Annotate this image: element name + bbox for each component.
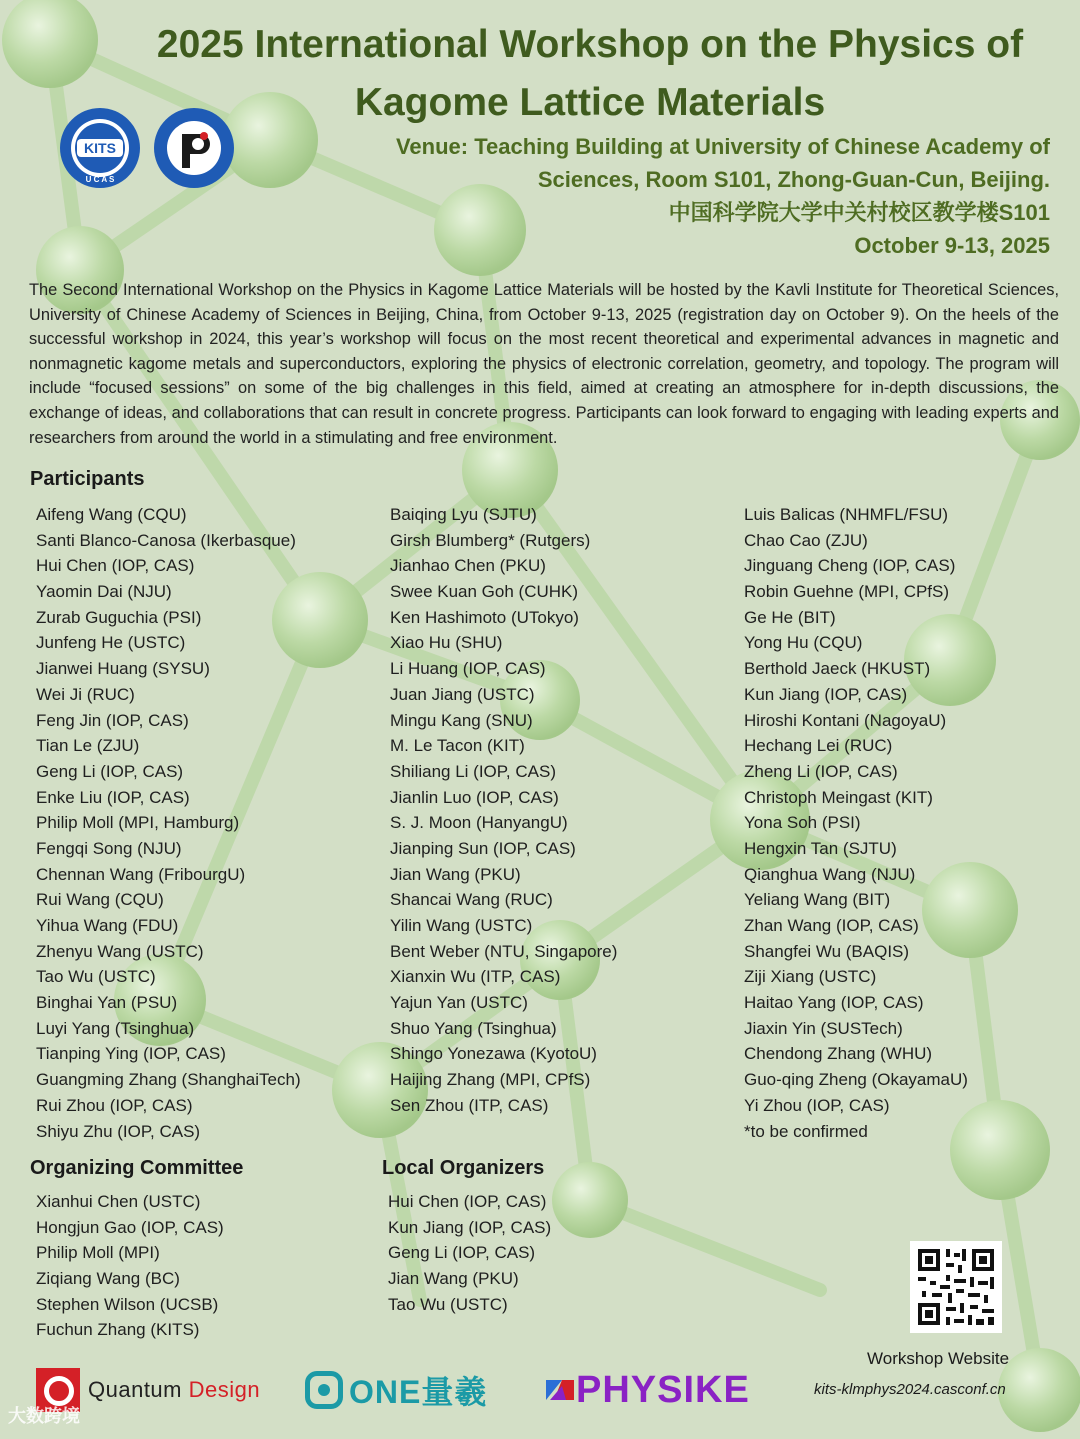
list-item: Jinguang Cheng (IOP, CAS) bbox=[744, 556, 956, 576]
list-item: Santi Blanco-Canosa (Ikerbasque) bbox=[36, 530, 296, 550]
list-item: Shiliang Li (IOP, CAS) bbox=[390, 761, 556, 781]
participants-heading: Participants bbox=[30, 468, 145, 490]
physike-logo bbox=[546, 1368, 750, 1412]
list-item: Zhan Wang (IOP, CAS) bbox=[744, 916, 919, 935]
list-item: Li Huang (IOP, CAS) bbox=[390, 659, 546, 679]
list-item: Binghai Yan (PSU) bbox=[36, 993, 178, 1013]
participants-column-2 bbox=[390, 502, 617, 1119]
title-line-1: 2025 International Workshop on the Physics of bbox=[156, 23, 1024, 66]
list-item: Mingu Kang (SNU) bbox=[390, 710, 533, 730]
list-item: Shancai Wang (RUC) bbox=[390, 890, 553, 910]
list-item: Qianghua Wang (NJU) bbox=[744, 864, 916, 884]
list-item: Yaomin Dai (NJU) bbox=[36, 582, 172, 602]
list-item: Berthold Jaeck (HKUST) bbox=[744, 659, 931, 679]
kits-logo bbox=[58, 106, 142, 190]
list-item: Christoph Meingast (KIT) bbox=[744, 787, 933, 807]
list-item: Hui Chen (IOP, CAS) bbox=[388, 1192, 547, 1211]
list-item: Aifeng Wang (CQU) bbox=[36, 505, 187, 524]
list-item: Shingo Yonezawa (KyotoU) bbox=[390, 1044, 597, 1064]
list-item: Robin Guehne (MPI, CPfS) bbox=[744, 582, 950, 602]
list-item: Fuchun Zhang (KITS) bbox=[36, 1320, 200, 1340]
list-item: Feng Jin (IOP, CAS) bbox=[36, 710, 189, 730]
list-item: Jian Wang (PKU) bbox=[390, 864, 521, 884]
list-item: S. J. Moon (HanyangU) bbox=[390, 813, 568, 833]
list-item: Tianping Ying (IOP, CAS) bbox=[36, 1044, 226, 1064]
list-item: Chendong Zhang (WHU) bbox=[744, 1044, 933, 1064]
list-item: Hongjun Gao (IOP, CAS) bbox=[36, 1217, 224, 1237]
list-item: Geng Li (IOP, CAS) bbox=[388, 1243, 536, 1263]
list-item: Haijing Zhang (MPI, CPfS) bbox=[390, 1070, 591, 1090]
list-item: Jianhao Chen (PKU) bbox=[390, 556, 546, 576]
list-item: Luyi Yang (Tsinghua) bbox=[36, 1018, 195, 1038]
list-item: Girsh Blumberg* (Rutgers) bbox=[390, 530, 591, 550]
list-item: Geng Li (IOP, CAS) bbox=[36, 761, 184, 781]
list-item: Philip Moll (MPI, Hamburg) bbox=[36, 813, 240, 833]
list-item: Xianxin Wu (ITP, CAS) bbox=[390, 967, 561, 987]
physike-wordmark: PHYSIKE bbox=[576, 1368, 750, 1411]
participants-column-3 bbox=[744, 502, 968, 1144]
venue-line-1: Venue: Teaching Building at University of Chinese Academy of bbox=[395, 134, 1050, 159]
one-logo bbox=[305, 1368, 487, 1412]
list-item: Jiaxin Yin (SUSTech) bbox=[744, 1018, 903, 1038]
list-item: Hengxin Tan (SJTU) bbox=[744, 838, 897, 858]
local-organizers-heading: Local Organizers bbox=[382, 1157, 545, 1179]
list-item: Tao Wu (USTC) bbox=[388, 1294, 508, 1314]
participants-column-1 bbox=[36, 502, 301, 1144]
list-item: Yona Soh (PSI) bbox=[744, 813, 861, 833]
list-item: Yi Zhou (IOP, CAS) bbox=[744, 1095, 890, 1115]
list-item: Chennan Wang (FribourgU) bbox=[36, 864, 246, 884]
list-item: Guangming Zhang (ShanghaiTech) bbox=[36, 1070, 301, 1090]
workshop-dates: October 9-13, 2025 bbox=[854, 233, 1050, 258]
list-item: Stephen Wilson (UCSB) bbox=[36, 1294, 219, 1314]
list-item: Shangfei Wu (BAQIS) bbox=[744, 941, 910, 961]
svg-text:U C A S: U C A S bbox=[85, 175, 115, 184]
list-item: Ziji Xiang (USTC) bbox=[744, 967, 877, 987]
list-item: Chao Cao (ZJU) bbox=[744, 530, 868, 550]
quantum-design-wordmark bbox=[88, 1377, 260, 1403]
list-item: Enke Liu (IOP, CAS) bbox=[36, 787, 190, 807]
watermark: 大数跨境 bbox=[8, 1406, 80, 1426]
organizing-committee-heading: Organizing Committee bbox=[30, 1157, 244, 1179]
list-item: Ge He (BIT) bbox=[744, 607, 836, 627]
list-item: Rui Zhou (IOP, CAS) bbox=[36, 1095, 193, 1115]
iop-logo bbox=[152, 106, 236, 190]
physike-mark-icon bbox=[546, 1376, 574, 1404]
list-item: Yajun Yan (USTC) bbox=[390, 993, 528, 1013]
list-item: Kun Jiang (IOP, CAS) bbox=[388, 1217, 552, 1237]
list-item: Bent Weber (NTU, Singapore) bbox=[390, 941, 618, 961]
list-item: Luis Balicas (NHMFL/FSU) bbox=[744, 505, 949, 524]
list-item: Ken Hashimoto (UTokyo) bbox=[390, 607, 579, 627]
svg-text:KITS: KITS bbox=[84, 140, 116, 156]
list-item: Xianhui Chen (USTC) bbox=[36, 1192, 201, 1211]
one-wordmark: ONE量羲 bbox=[349, 1374, 488, 1410]
list-item: Kun Jiang (IOP, CAS) bbox=[744, 684, 908, 704]
list-item: Zheng Li (IOP, CAS) bbox=[744, 761, 898, 781]
list-item: Shiyu Zhu (IOP, CAS) bbox=[36, 1121, 201, 1141]
venue-line-2: Sciences, Room S101, Zhong-Guan-Cun, Beijing. bbox=[537, 167, 1050, 192]
qr-code-icon[interactable] bbox=[910, 1241, 1002, 1333]
list-item: Juan Jiang (USTC) bbox=[390, 684, 535, 704]
list-item: Jianping Sun (IOP, CAS) bbox=[390, 838, 576, 858]
list-item: Fengqi Song (NJU) bbox=[36, 838, 182, 858]
list-item: Tao Wu (USTC) bbox=[36, 967, 156, 987]
list-item: Hiroshi Kontani (NagoyaU) bbox=[744, 710, 947, 730]
list-item: Junfeng He (USTC) bbox=[36, 633, 186, 653]
list-item: Yihua Wang (FDU) bbox=[36, 916, 179, 935]
list-item: Shuo Yang (Tsinghua) bbox=[390, 1018, 557, 1038]
venue-block bbox=[330, 130, 1050, 262]
list-item: *to be confirmed bbox=[744, 1121, 868, 1141]
quantum-design-word-1: Quantum bbox=[88, 1377, 182, 1402]
list-item: Zurab Guguchia (PSI) bbox=[36, 607, 202, 627]
list-item: Yong Hu (CQU) bbox=[744, 633, 863, 653]
list-item: Hui Chen (IOP, CAS) bbox=[36, 556, 195, 576]
quantum-design-word-2: Design bbox=[188, 1377, 261, 1402]
list-item: Rui Wang (CQU) bbox=[36, 890, 164, 910]
list-item: Jianlin Luo (IOP, CAS) bbox=[390, 787, 559, 807]
organizing-committee-list bbox=[36, 1189, 224, 1343]
list-item: Philip Moll (MPI) bbox=[36, 1243, 160, 1263]
list-item: M. Le Tacon (KIT) bbox=[390, 736, 525, 756]
venue-chinese: 中国科学院大学中关村校区教学楼S101 bbox=[668, 200, 1050, 225]
one-mark-icon bbox=[305, 1371, 343, 1409]
title-line-2: Kagome Lattice Materials bbox=[354, 81, 826, 124]
workshop-title bbox=[120, 16, 1060, 132]
list-item: Xiao Hu (SHU) bbox=[390, 633, 503, 653]
list-item: Swee Kuan Goh (CUHK) bbox=[390, 582, 579, 602]
list-item: Baiqing Lyu (SJTU) bbox=[390, 505, 537, 524]
list-item: Tian Le (ZJU) bbox=[36, 736, 140, 756]
list-item: Haitao Yang (IOP, CAS) bbox=[744, 993, 924, 1013]
list-item: Jian Wang (PKU) bbox=[388, 1269, 519, 1289]
workshop-website-url[interactable]: kits-klmphys2024.casconf.cn bbox=[814, 1381, 1006, 1398]
local-organizers-list bbox=[388, 1189, 551, 1317]
list-item: Zhenyu Wang (USTC) bbox=[36, 941, 204, 961]
list-item: Jianwei Huang (SYSU) bbox=[36, 659, 210, 679]
list-item: Sen Zhou (ITP, CAS) bbox=[390, 1095, 549, 1115]
list-item: Guo-qing Zheng (OkayamaU) bbox=[744, 1070, 968, 1090]
list-item: Hechang Lei (RUC) bbox=[744, 736, 893, 756]
list-item: Ziqiang Wang (BC) bbox=[36, 1269, 180, 1289]
workshop-website-label: Workshop Website bbox=[867, 1349, 1010, 1368]
intro-paragraph: The Second International Workshop on the Physics in Kagome Lattice Materials will be hosted by the Kavli Institute for Theoretical Sciences, University of Chinese Academy of Sciences in Beijing, China, from October 9-13, 2025 (registration day on October 9). On the heels of the successful workshop in 2024, this year’s workshop will focus on the most recent theoretical and experimental advances in magnetic and nonmagnetic kagome metals and superconductors, exploring the physics of electronic correlation, geometry, and topology. The program will include “focused sessions” on some of the big challenges in this field, aimed at creating an atmosphere for in-depth discussions, the exchange of ideas, and collaborations that can result in concrete progress. Participants can look forward to engaging with leading experts and researchers from around the world in a stimulating and free environment. bbox=[29, 281, 1059, 447]
list-item: Yilin Wang (USTC) bbox=[390, 916, 533, 935]
list-item: Wei Ji (RUC) bbox=[36, 684, 135, 704]
list-item: Yeliang Wang (BIT) bbox=[744, 890, 891, 910]
